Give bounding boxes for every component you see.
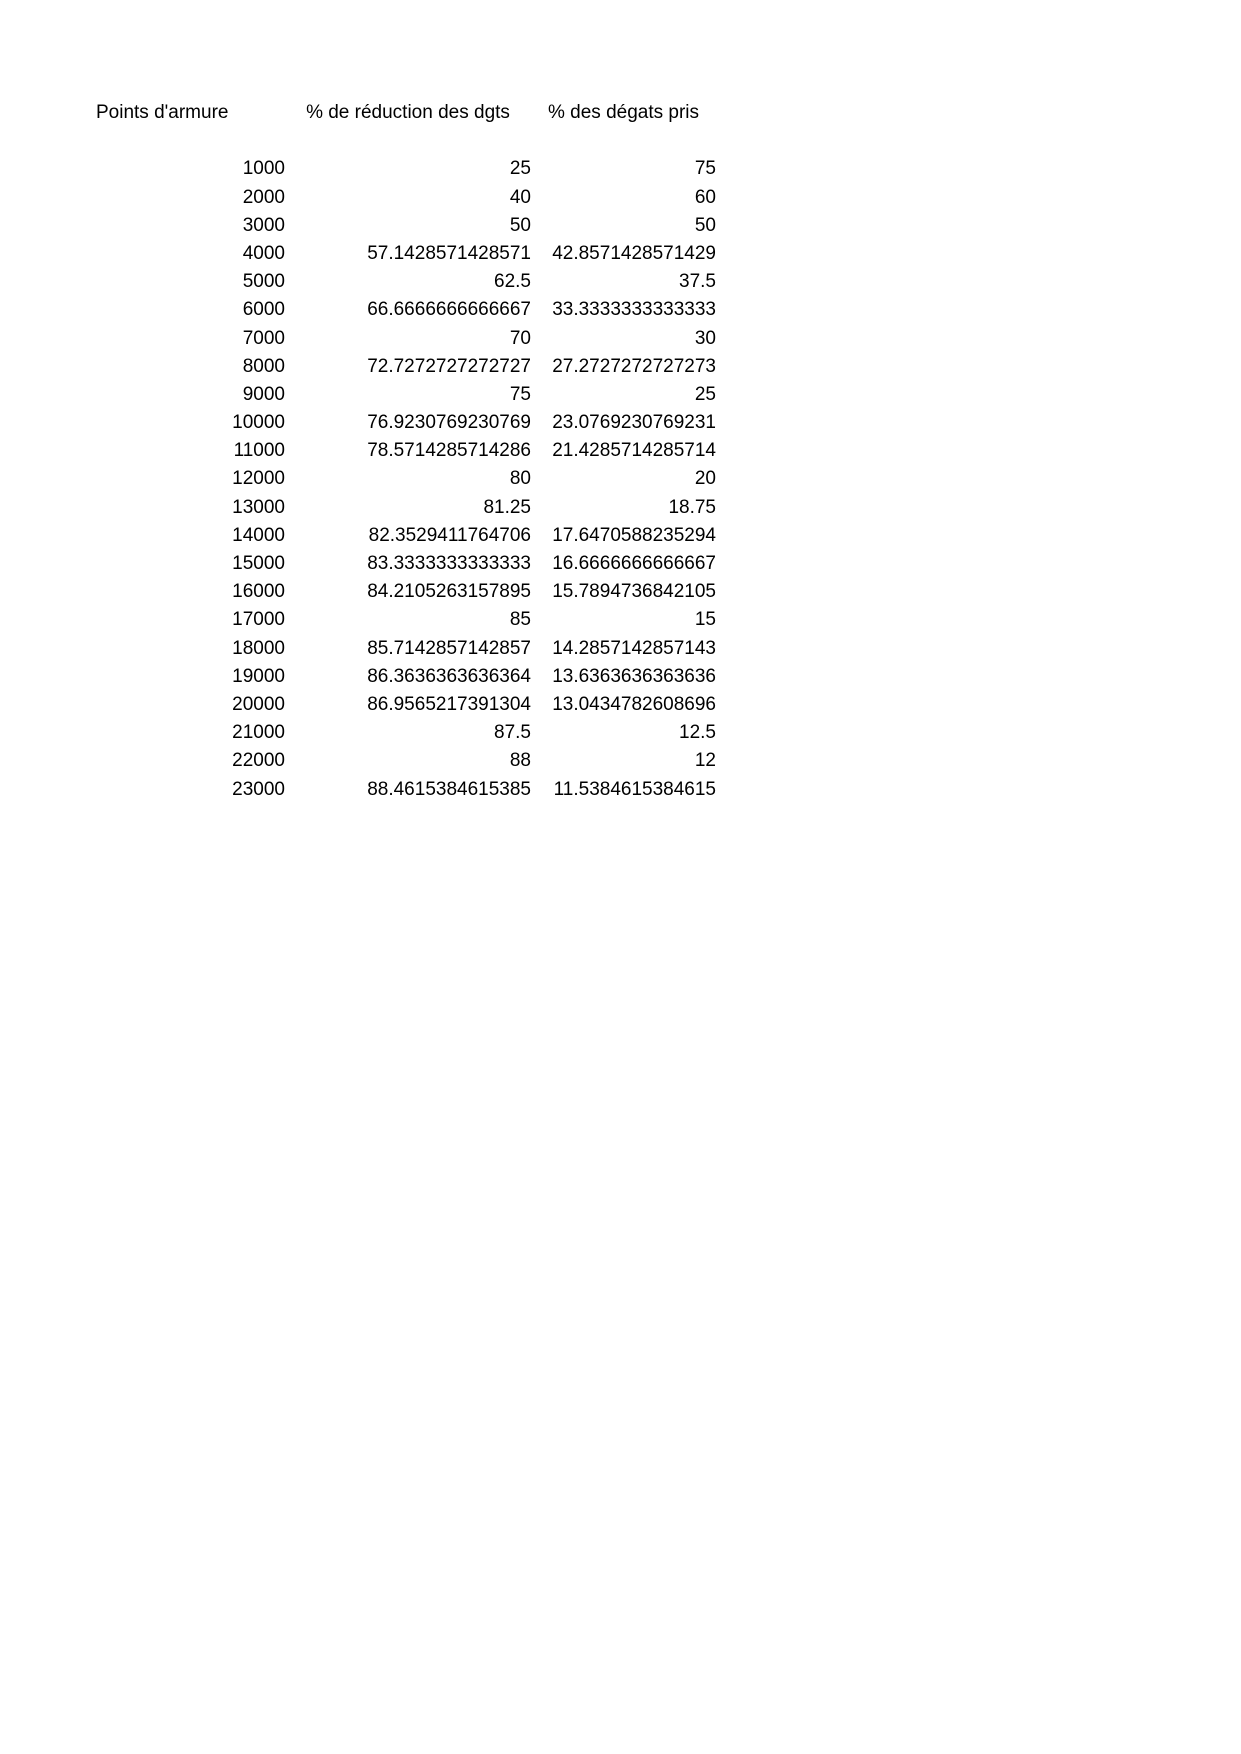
table-body xyxy=(96,155,716,803)
cell-reduction-percent: 62.5 xyxy=(494,271,531,293)
cell-armor-points: 16000 xyxy=(232,581,285,603)
table-row xyxy=(96,409,716,437)
cell-reduction-percent: 88 xyxy=(509,750,531,772)
cell-armor-points: 5000 xyxy=(242,271,285,293)
table-row xyxy=(96,522,716,550)
cell-armor-points: 6000 xyxy=(242,299,285,321)
table-row xyxy=(96,437,716,465)
cell-reduction-percent: 40 xyxy=(509,186,531,208)
table-row xyxy=(96,663,716,691)
cell-armor-points: 17000 xyxy=(232,609,285,631)
cell-armor-points: 1000 xyxy=(242,158,285,180)
cell-armor-points: 14000 xyxy=(232,524,285,546)
table-header-row xyxy=(96,99,716,127)
cell-reduction-percent: 85 xyxy=(509,609,531,631)
cell-damage-taken-percent: 20 xyxy=(694,468,716,490)
table-row xyxy=(96,550,716,578)
cell-reduction-percent: 86.3636363636364 xyxy=(367,665,531,687)
table-row xyxy=(96,578,716,606)
cell-armor-points: 10000 xyxy=(232,412,285,434)
cell-damage-taken-percent: 75 xyxy=(694,158,716,180)
cell-damage-taken-percent: 13.0434782608696 xyxy=(552,693,716,715)
cell-reduction-percent: 83.3333333333333 xyxy=(367,553,531,574)
cell-armor-points: 21000 xyxy=(232,722,285,744)
cell-damage-taken-percent: 42.8571428571429 xyxy=(552,242,716,264)
cell-reduction-percent: 88.4615384615385 xyxy=(367,778,531,800)
cell-damage-taken-percent: 30 xyxy=(694,327,716,349)
cell-damage-taken-percent: 14.2857142857143 xyxy=(552,637,716,659)
cell-reduction-percent: 75 xyxy=(509,383,531,405)
table-row xyxy=(96,691,716,719)
table-row xyxy=(96,494,716,522)
table-row xyxy=(96,606,716,634)
empty-row xyxy=(96,127,716,155)
cell-armor-points: 9000 xyxy=(242,383,285,405)
cell-armor-points: 11000 xyxy=(233,440,285,462)
cell-reduction-percent: 81.25 xyxy=(483,496,531,518)
table-row xyxy=(96,184,716,212)
cell-damage-taken-percent: 12.5 xyxy=(679,722,716,744)
cell-reduction-percent: 57.1428571428571 xyxy=(367,242,531,264)
cell-reduction-percent: 78.5714285714286 xyxy=(367,440,531,462)
cell-armor-points: 18000 xyxy=(232,637,285,659)
cell-damage-taken-percent: 15.7894736842105 xyxy=(552,581,716,603)
cell-reduction-percent: 70 xyxy=(509,327,531,349)
cell-damage-taken-percent: 33.3333333333333 xyxy=(552,299,716,321)
column-header-degats-pris: % des dégats pris xyxy=(547,102,700,123)
cell-armor-points: 13000 xyxy=(232,496,285,518)
cell-damage-taken-percent: 23.0769230769231 xyxy=(552,412,716,434)
cell-damage-taken-percent: 60 xyxy=(694,186,716,208)
cell-armor-points: 4000 xyxy=(242,242,285,264)
table-row xyxy=(96,212,716,240)
cell-reduction-percent: 84.2105263157895 xyxy=(367,581,531,603)
cell-reduction-percent: 86.9565217391304 xyxy=(367,693,531,715)
cell-damage-taken-percent: 13.6363636363636 xyxy=(552,665,716,687)
cell-armor-points: 15000 xyxy=(232,553,285,574)
table-row xyxy=(96,719,716,747)
table-row xyxy=(96,296,716,324)
cell-reduction-percent: 82.3529411764706 xyxy=(368,524,531,546)
cell-armor-points: 2000 xyxy=(242,186,285,208)
cell-armor-points: 20000 xyxy=(232,693,285,715)
table-row xyxy=(96,381,716,409)
column-header-reduction-dgts: % de réduction des dgts xyxy=(306,102,510,123)
cell-reduction-percent: 25 xyxy=(509,158,531,180)
table-row xyxy=(96,325,716,353)
cell-damage-taken-percent: 17.6470588235294 xyxy=(552,524,716,546)
table-row xyxy=(96,465,716,493)
cell-damage-taken-percent: 18.75 xyxy=(668,496,716,518)
table-row xyxy=(96,776,716,804)
cell-damage-taken-percent: 21.4285714285714 xyxy=(552,440,716,462)
cell-reduction-percent: 76.9230769230769 xyxy=(367,412,531,434)
cell-damage-taken-percent: 27.2727272727273 xyxy=(552,355,716,377)
cell-damage-taken-percent: 12 xyxy=(694,750,716,772)
table-row xyxy=(96,268,716,296)
cell-reduction-percent: 66.6666666666667 xyxy=(367,299,531,321)
cell-armor-points: 12000 xyxy=(232,468,285,490)
table-row xyxy=(96,240,716,268)
cell-armor-points: 7000 xyxy=(242,327,285,349)
cell-armor-points: 19000 xyxy=(232,665,285,687)
cell-reduction-percent: 87.5 xyxy=(494,722,531,744)
cell-reduction-percent: 72.7272727272727 xyxy=(367,355,531,377)
cell-armor-points: 3000 xyxy=(242,214,285,236)
cell-reduction-percent: 85.7142857142857 xyxy=(367,637,531,659)
armor-table xyxy=(96,99,716,804)
cell-reduction-percent: 80 xyxy=(509,468,531,490)
cell-reduction-percent: 50 xyxy=(509,214,531,236)
cell-damage-taken-percent: 11.5384615384615 xyxy=(553,778,716,800)
cell-armor-points: 22000 xyxy=(232,750,285,772)
cell-damage-taken-percent: 37.5 xyxy=(679,271,716,293)
cell-armor-points: 23000 xyxy=(232,778,285,800)
cell-armor-points: 8000 xyxy=(242,355,285,377)
table-row xyxy=(96,747,716,775)
table-row xyxy=(96,155,716,183)
cell-damage-taken-percent: 50 xyxy=(694,214,716,236)
cell-damage-taken-percent: 16.6666666666667 xyxy=(552,553,716,574)
table-row xyxy=(96,635,716,663)
cell-damage-taken-percent: 15 xyxy=(694,609,716,631)
cell-damage-taken-percent: 25 xyxy=(694,383,716,405)
table-row xyxy=(96,353,716,381)
column-header-points-armure: Points d'armure xyxy=(96,102,229,123)
